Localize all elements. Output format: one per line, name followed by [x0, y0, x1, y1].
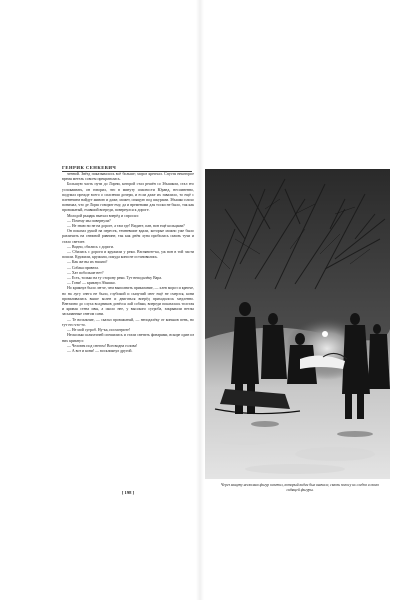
dialog-line: — Почему мы повернули?: [67, 218, 111, 223]
paragraph: Он показал рукой на пересек, темневшие вдали, которые можно уже было различить на снежной равнине, так как днём луна пробилась сквозь тучи и стало светлее.: [62, 229, 194, 244]
dialog-line: — Человек под снегом! Вон видна голова!: [67, 343, 138, 348]
dialog-line: — Сбились с дороги и кружили у реки. Взгляните-ка, уж вон в той части пошли. Кружили, кружили, покуда кони не остановились.: [62, 250, 194, 260]
dialog-line: — Есть, только на ту сторону реки. Тут неподалёку Вара.: [67, 276, 163, 281]
paragraph: Но крикнул было легче, чем выполнить приказание, — хлев мороз и крепче, но на лугу снега не было, глубокий и сыпучий снег ещё не смерзся, кони проваливались выше колен и двигаться вперёд приходилось медленно. Внезапно до слуха всадников донёсся лай собаки, впереди показалась толстая и кривая стена ивы, а около нее, у высокого сугроба, закрывали ветлы засыпанные снегом сани.: [62, 286, 194, 317]
running-head: ГЕНРИК СЕНКЕВИЧ: [62, 165, 192, 172]
dialog-line: — Как же вы их нашли?: [67, 260, 108, 265]
illustration-caption: Через минуту несколько фигур осветил, который виден был вначале, сквозь полосу их следов и около сидящей фигуры.: [220, 483, 380, 492]
paragraph: Несколько шляхтичей спешились и стали светить фонарями, вскоре один из них крикнул:: [62, 333, 194, 343]
paragraph: ченной. Звёзд показывалось всё больше; мороз крепчал. Спустя некоторое время метель совсем прекратилась.: [62, 172, 194, 182]
body-text: [62, 172, 194, 487]
dialog-line: — Видно, сбились с дороги.: [67, 244, 114, 249]
illustration: [205, 169, 390, 479]
dialog-line: — Те возальчие, — сказал провожатый, — неподалёку от коньков пень, но тут его что-то.: [62, 317, 194, 327]
dialog-line: — Не мой сугроб. Ну-ка, посмотрите!: [67, 328, 131, 333]
page-number: [ 198 ]: [121, 490, 135, 495]
paragraph: Большую часть пути до Лорни, которой стал решён со Збышком, стал его успокаивать, он говорил, что в минуту опасности Юранд, несомненно, подумал прежде всего о спасении дочери, и если даже их завалило, то ещё с пленением найдут живою и даже, может, спящую под шкурами. Збышко плохо понимал, что де Лорш говорит ему, да и временами для тоски не было, так как провожатый, ехавший впереди, повернулся к дороге.: [62, 182, 194, 213]
dialog-line: — Собака привела.: [67, 265, 99, 270]
dialog-line: — Не знаю но не на дороге, а там где! Видите, пан, вон ещё кольцами?: [67, 224, 185, 229]
dialog-line: — Хат побольше нет?: [67, 270, 104, 275]
dialog-line: — А вот и кони! — воскликнул другой.: [67, 348, 133, 353]
paragraph: Молодой рыцарь выехал вперёд и спросил:: [67, 213, 139, 218]
night-snow-scene-image: [205, 169, 390, 479]
dialog-line: — Гони! — крикнул Збышко.: [67, 281, 116, 286]
